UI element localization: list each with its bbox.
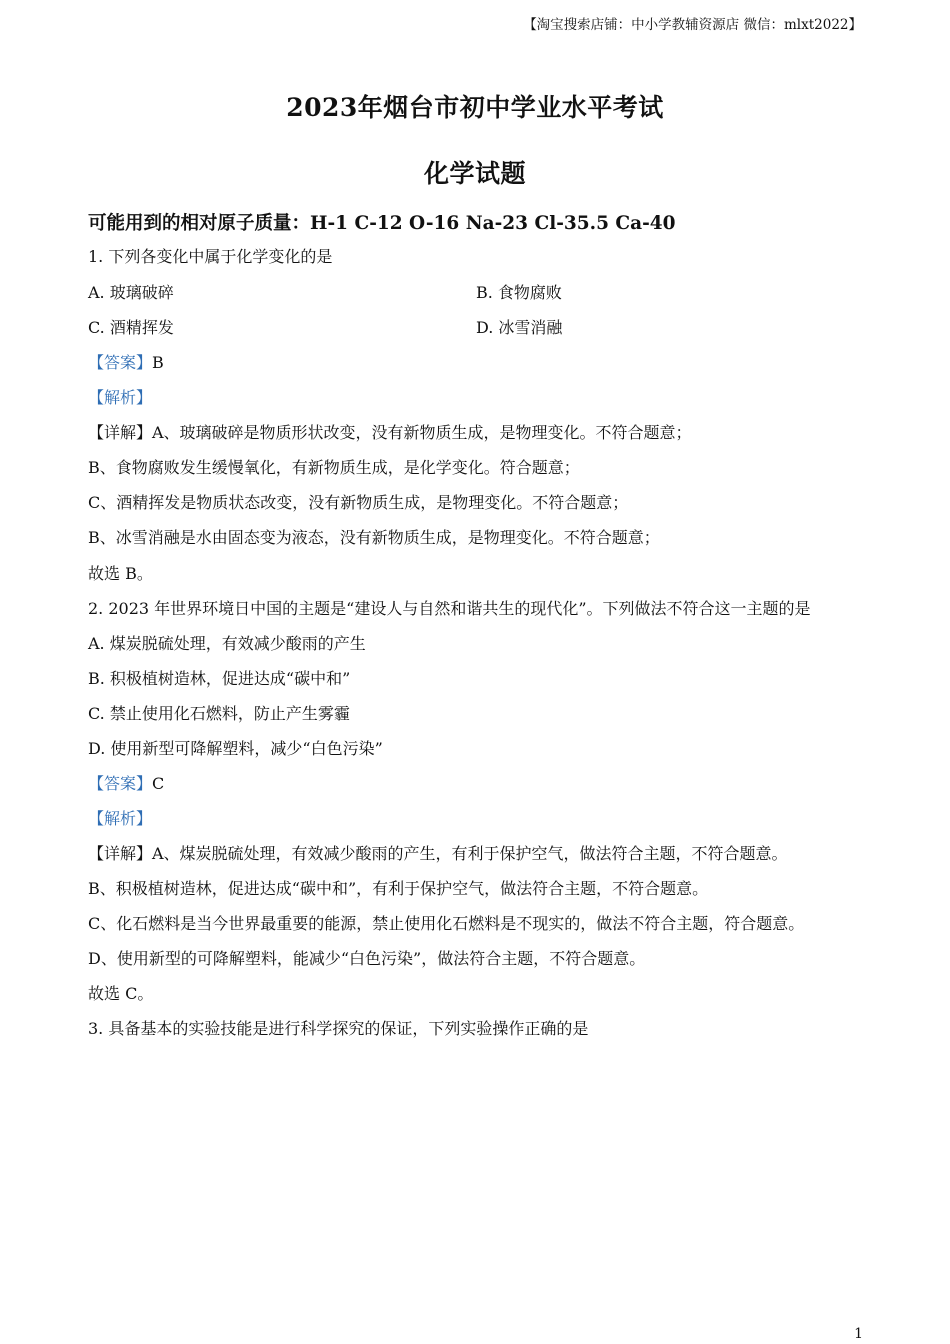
answer-value: B [152,353,164,372]
question-2-option-d: D. 使用新型可降解塑料，减少“白色污染” [88,739,383,758]
question-1-analysis-tag: 【解析】 [88,388,153,407]
header-note: 【淘宝搜索店铺：中小学教辅资源店 微信：mlxt2022】 [523,17,862,33]
question-1-option-b: B. 食物腐败 [476,283,562,302]
question-1-detail-1: 【详解】A、玻璃破碎是物质形状改变，没有新物质生成，是物理变化。不符合题意； [88,423,692,442]
question-2-conclusion: 故选 C。 [88,984,154,1003]
question-2-detail-2: B、积极植树造林，促进达成“碳中和”，有利于保护空气，做法符合主题，不符合题意。 [88,879,709,898]
question-3-stem: 3. 具备基本的实验技能是进行科学探究的保证，下列实验操作正确的是 [88,1019,589,1038]
answer-value: C [152,774,165,793]
question-2-option-b: B. 积极植树造林，促进达成“碳中和” [88,669,351,688]
question-1-option-d: D. 冰雪消融 [476,318,563,337]
page-number: 1 [854,1326,863,1342]
question-1-conclusion: 故选 B。 [88,564,153,583]
question-2-answer [88,773,164,795]
answer-tag: 【答案】 [88,353,153,372]
question-2-detail-3: C、化石燃料是当今世界最重要的能源，禁止使用化石燃料是不现实的，做法不符合主题，符合题意。 [88,914,805,933]
question-2-detail-1: 【详解】A、煤炭脱硫处理，有效减少酸雨的产生，有利于保护空气，做法符合主题，不符合题意。 [88,844,788,863]
question-2-detail-4: D、使用新型的可降解塑料，能减少“白色污染”，做法符合主题，不符合题意。 [88,949,646,968]
question-2-option-a: A. 煤炭脱硫处理，有效减少酸雨的产生 [88,634,366,653]
question-2-stem: 2. 2023 年世界环境日中国的主题是“建设人与自然和谐共生的现代化”。下列做法不符合这一主题的是 [88,599,811,618]
page-title: 2023年烟台市初中学业水平考试 [286,93,664,122]
question-1-detail-3: C、酒精挥发是物质状态改变，没有新物质生成，是物理变化。不符合题意； [88,493,629,512]
question-2-option-c: C. 禁止使用化石燃料，防止产生雾霾 [88,704,350,723]
atomic-mass-note: 可能用到的相对原子质量：H-1 C-12 O-16 Na-23 Cl-35.5 Ca-40 [88,213,676,234]
question-1-option-c: C. 酒精挥发 [88,318,174,337]
question-1-option-a: A. 玻璃破碎 [88,283,174,302]
question-1-answer [88,352,164,374]
question-1-detail-2: B、食物腐败发生缓慢氧化，有新物质生成，是化学变化。符合题意； [88,458,580,477]
question-1-stem: 1. 下列各变化中属于化学变化的是 [88,247,333,266]
question-1-detail-4: B、冰雪消融是水由固态变为液态，没有新物质生成，是物理变化。不符合题意； [88,528,660,547]
page-subtitle: 化学试题 [423,159,526,188]
question-2-analysis-tag: 【解析】 [88,809,153,828]
answer-tag: 【答案】 [88,774,153,793]
